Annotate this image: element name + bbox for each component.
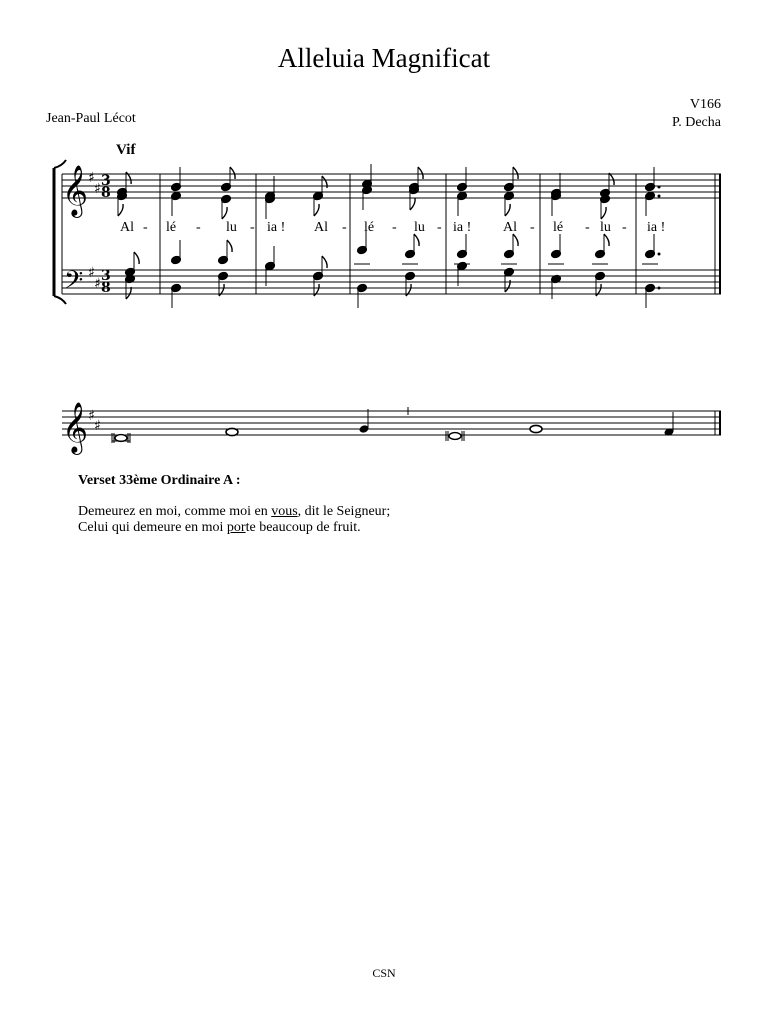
verse-treble-clef-icon: 𝄞 xyxy=(62,402,89,453)
treble-time-signature xyxy=(101,173,111,201)
treble-note xyxy=(600,194,611,219)
bass-note xyxy=(171,240,182,265)
verse-text xyxy=(78,504,390,536)
treble-note xyxy=(457,191,468,216)
treble-note xyxy=(645,191,661,216)
svg-text:8: 8 xyxy=(101,185,111,201)
bass-note xyxy=(645,234,661,259)
treble-note xyxy=(265,194,276,219)
lyric-syllable: - xyxy=(530,220,535,235)
verse-staff xyxy=(62,411,721,435)
arranger-name: P. Decha xyxy=(672,115,721,130)
treble-note xyxy=(504,191,515,216)
svg-text:3: 3 xyxy=(101,268,111,284)
page-title: Alleluia Magnificat xyxy=(277,43,491,73)
bass-note xyxy=(551,274,562,299)
svg-text:♯: ♯ xyxy=(94,276,101,292)
treble-note xyxy=(221,167,236,192)
treble-note xyxy=(313,191,324,216)
treble-note xyxy=(362,164,373,189)
bass-note xyxy=(125,252,140,277)
treble-clef-icon: 𝄞 xyxy=(62,165,89,216)
svg-text:♯: ♯ xyxy=(88,408,95,424)
bass-note xyxy=(595,234,610,259)
bass-note xyxy=(125,274,136,299)
lyric-syllable: lé xyxy=(364,220,375,235)
lyric-syllable: - xyxy=(392,220,397,235)
svg-text:♯: ♯ xyxy=(94,418,101,434)
treble-note xyxy=(645,167,661,192)
lyric-syllable: Al xyxy=(120,220,134,235)
lyric-syllable: - xyxy=(196,220,201,235)
bass-note xyxy=(171,283,182,308)
treble-note xyxy=(600,173,615,198)
lyric-syllable: - xyxy=(622,220,627,235)
svg-text:♯: ♯ xyxy=(88,170,95,186)
lyric-syllable: lu xyxy=(600,220,611,235)
lyric-syllable: - xyxy=(250,220,255,235)
svg-text:8: 8 xyxy=(101,280,111,296)
tempo-marking: Vif xyxy=(116,142,136,158)
lyric-syllable: - xyxy=(342,220,347,235)
bass-clef-icon: 𝄢 xyxy=(64,266,84,301)
treble-staff xyxy=(62,174,721,198)
bass-note xyxy=(218,271,229,296)
lyric-syllable: ia ! xyxy=(647,220,666,235)
bass-note xyxy=(218,240,233,265)
lyric-syllable: - xyxy=(143,220,148,235)
lyric-syllable: lu xyxy=(226,220,237,235)
bass-note xyxy=(357,283,368,308)
svg-text:♯: ♯ xyxy=(94,181,101,197)
verse-notes xyxy=(112,407,674,443)
lyric-syllable: lé xyxy=(166,220,177,235)
verse-line-2: Celui qui demeure en moi porte beaucoup de fruit. xyxy=(78,520,361,535)
bass-note xyxy=(551,234,562,259)
lyric-syllable: lé xyxy=(553,220,564,235)
bass-note xyxy=(504,234,519,259)
lyric-syllable: - xyxy=(585,220,590,235)
bass-note xyxy=(313,271,324,296)
bass-staff xyxy=(62,270,721,294)
lyric-syllable: ia ! xyxy=(267,220,286,235)
bass-note xyxy=(595,271,606,296)
lyrics xyxy=(120,220,665,235)
lyric-syllable: ia ! xyxy=(453,220,472,235)
lyric-syllable: Al xyxy=(503,220,517,235)
svg-text:3: 3 xyxy=(101,173,111,189)
bass-time-signature xyxy=(101,268,111,296)
bass-note xyxy=(405,271,416,296)
lyric-syllable: lu xyxy=(414,220,425,235)
bass-note xyxy=(457,234,468,259)
treble-note xyxy=(221,194,232,219)
treble-note xyxy=(457,167,468,192)
verse-key-signature xyxy=(88,408,101,434)
treble-note xyxy=(504,167,519,192)
reference-number: V166 xyxy=(689,97,721,112)
treble-note xyxy=(171,191,182,216)
bass-note xyxy=(645,283,661,308)
treble-note xyxy=(117,191,128,216)
treble-note xyxy=(551,191,562,216)
lyric-syllable: - xyxy=(437,220,442,235)
svg-text:♯: ♯ xyxy=(88,265,95,281)
footer-label: CSN xyxy=(372,966,396,980)
verse-heading: Verset 33ème Ordinaire A : xyxy=(78,473,241,488)
composer-name: Jean-Paul Lécot xyxy=(46,111,136,126)
bass-note xyxy=(405,234,420,259)
lyric-syllable: Al xyxy=(314,220,328,235)
verse-line-1: Demeurez en moi, comme moi en vous, dit le Seigneur; xyxy=(78,504,391,519)
treble-note xyxy=(171,167,182,192)
